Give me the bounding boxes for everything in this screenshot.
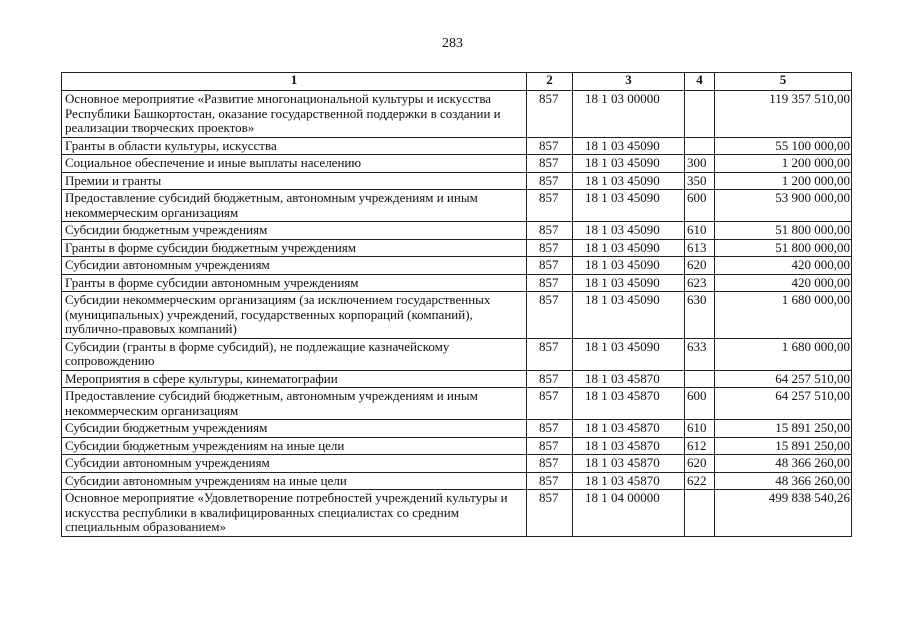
item-sum: 420 000,00 — [715, 274, 852, 292]
table-row — [62, 490, 852, 537]
table-row — [62, 472, 852, 490]
item-kind: 630 — [685, 292, 715, 339]
item-name: Субсидии (гранты в форме субсидий), не подлежащие казначейскому сопровождению — [62, 338, 527, 370]
item-name: Субсидии некоммерческим организациям (за исключением государственных (муниципальных) учреждений, государственных корпораций (компаний), публично-правовых компаний) — [62, 292, 527, 339]
item-code: 857 — [527, 274, 573, 292]
item-program: 18 1 03 45090 — [573, 190, 685, 222]
table-row — [62, 455, 852, 473]
item-code: 857 — [527, 222, 573, 240]
item-code: 857 — [527, 137, 573, 155]
item-sum: 499 838 540,26 — [715, 490, 852, 537]
item-code: 857 — [527, 172, 573, 190]
item-sum: 15 891 250,00 — [715, 437, 852, 455]
table-row — [62, 420, 852, 438]
header-col-4: 4 — [685, 73, 715, 91]
table-row — [62, 257, 852, 275]
table-row — [62, 338, 852, 370]
header-col-2: 2 — [527, 73, 573, 91]
item-code: 857 — [527, 437, 573, 455]
item-kind — [685, 91, 715, 138]
item-program: 18 1 03 45090 — [573, 257, 685, 275]
table-row — [62, 292, 852, 339]
item-name: Субсидии бюджетным учреждениям на иные цели — [62, 437, 527, 455]
item-kind: 610 — [685, 420, 715, 438]
item-program: 18 1 03 45870 — [573, 370, 685, 388]
item-name: Основное мероприятие «Удовлетворение потребностей учреждений культуры и искусства республики в квалифицированных специалистах со средним специальным образованием» — [62, 490, 527, 537]
item-sum: 53 900 000,00 — [715, 190, 852, 222]
table-row — [62, 222, 852, 240]
item-code: 857 — [527, 292, 573, 339]
item-name: Предоставление субсидий бюджетным, автономным учреждениям и иным некоммерческим организациям — [62, 388, 527, 420]
item-program: 18 1 03 45090 — [573, 338, 685, 370]
item-kind: 610 — [685, 222, 715, 240]
item-program: 18 1 03 45870 — [573, 455, 685, 473]
item-code: 857 — [527, 338, 573, 370]
table-row — [62, 137, 852, 155]
table-row — [62, 155, 852, 173]
item-sum: 48 366 260,00 — [715, 455, 852, 473]
item-program: 18 1 03 45870 — [573, 472, 685, 490]
item-code: 857 — [527, 257, 573, 275]
item-sum: 64 257 510,00 — [715, 370, 852, 388]
item-program: 18 1 03 45090 — [573, 292, 685, 339]
item-program: 18 1 03 45090 — [573, 155, 685, 173]
item-name: Субсидии автономным учреждениям на иные цели — [62, 472, 527, 490]
header-col-5: 5 — [715, 73, 852, 91]
item-name: Премии и гранты — [62, 172, 527, 190]
item-code: 857 — [527, 239, 573, 257]
item-sum: 1 200 000,00 — [715, 155, 852, 173]
header-col-1: 1 — [62, 73, 527, 91]
item-name: Субсидии автономным учреждениям — [62, 455, 527, 473]
item-name: Гранты в форме субсидии автономным учреждениям — [62, 274, 527, 292]
item-code: 857 — [527, 190, 573, 222]
item-sum: 55 100 000,00 — [715, 137, 852, 155]
item-code: 857 — [527, 91, 573, 138]
item-code: 857 — [527, 155, 573, 173]
item-code: 857 — [527, 388, 573, 420]
item-program: 18 1 04 00000 — [573, 490, 685, 537]
item-sum: 51 800 000,00 — [715, 239, 852, 257]
item-sum: 1 680 000,00 — [715, 338, 852, 370]
item-name: Субсидии бюджетным учреждениям — [62, 420, 527, 438]
item-program: 18 1 03 45090 — [573, 239, 685, 257]
item-sum: 119 357 510,00 — [715, 91, 852, 138]
table-row — [62, 370, 852, 388]
budget-table — [61, 72, 852, 537]
item-name: Субсидии бюджетным учреждениям — [62, 222, 527, 240]
header-row — [62, 73, 852, 91]
item-sum: 420 000,00 — [715, 257, 852, 275]
item-name: Гранты в области культуры, искусства — [62, 137, 527, 155]
item-kind: 623 — [685, 274, 715, 292]
item-sum: 15 891 250,00 — [715, 420, 852, 438]
item-name: Субсидии автономным учреждениям — [62, 257, 527, 275]
item-name: Предоставление субсидий бюджетным, автономным учреждениям и иным некоммерческим организациям — [62, 190, 527, 222]
item-kind — [685, 137, 715, 155]
item-program: 18 1 03 45090 — [573, 172, 685, 190]
item-name: Основное мероприятие «Развитие многонациональной культуры и искусства Республики Башкортостан, оказание государственной поддержки в создании и реализации творческих проектов» — [62, 91, 527, 138]
item-kind: 613 — [685, 239, 715, 257]
item-sum: 48 366 260,00 — [715, 472, 852, 490]
item-kind: 612 — [685, 437, 715, 455]
item-sum: 1 200 000,00 — [715, 172, 852, 190]
header-col-3: 3 — [573, 73, 685, 91]
item-kind: 600 — [685, 190, 715, 222]
item-name: Мероприятия в сфере культуры, кинематографии — [62, 370, 527, 388]
item-sum: 51 800 000,00 — [715, 222, 852, 240]
table-row — [62, 239, 852, 257]
table-row — [62, 91, 852, 138]
item-program: 18 1 03 45870 — [573, 437, 685, 455]
item-kind: 633 — [685, 338, 715, 370]
table-row — [62, 172, 852, 190]
table-row — [62, 274, 852, 292]
item-name: Гранты в форме субсидии бюджетным учреждениям — [62, 239, 527, 257]
item-kind: 622 — [685, 472, 715, 490]
item-sum: 64 257 510,00 — [715, 388, 852, 420]
item-program: 18 1 03 45870 — [573, 388, 685, 420]
table-row — [62, 190, 852, 222]
page-number: 283 — [442, 36, 463, 51]
item-program: 18 1 03 45090 — [573, 137, 685, 155]
item-code: 857 — [527, 420, 573, 438]
item-code: 857 — [527, 370, 573, 388]
item-kind: 300 — [685, 155, 715, 173]
item-code: 857 — [527, 472, 573, 490]
item-program: 18 1 03 00000 — [573, 91, 685, 138]
item-sum: 1 680 000,00 — [715, 292, 852, 339]
item-kind: 350 — [685, 172, 715, 190]
item-kind: 620 — [685, 455, 715, 473]
item-code: 857 — [527, 490, 573, 537]
item-kind — [685, 370, 715, 388]
item-kind: 620 — [685, 257, 715, 275]
item-code: 857 — [527, 455, 573, 473]
item-program: 18 1 03 45090 — [573, 274, 685, 292]
item-program: 18 1 03 45870 — [573, 420, 685, 438]
item-program: 18 1 03 45090 — [573, 222, 685, 240]
item-name: Социальное обеспечение и иные выплаты населению — [62, 155, 527, 173]
item-kind — [685, 490, 715, 537]
table-row — [62, 388, 852, 420]
table-row — [62, 437, 852, 455]
item-kind: 600 — [685, 388, 715, 420]
